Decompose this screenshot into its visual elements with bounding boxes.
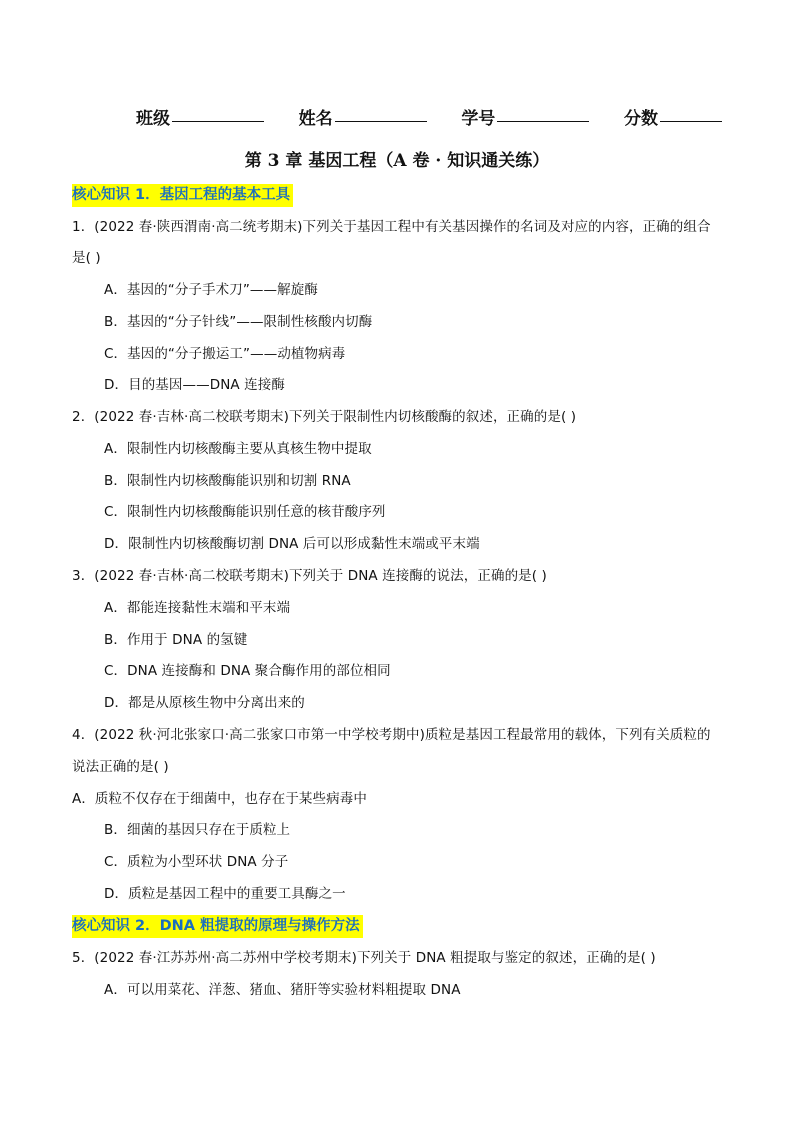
question-3-option-a[interactable]: A．都能连接黏性末端和平末端: [104, 600, 291, 616]
score-label: 分数: [623, 109, 658, 129]
class-field: [136, 104, 264, 129]
question-4-option-d[interactable]: D．质粒是基因工程中的重要工具酶之一: [104, 886, 346, 902]
question-1-option-a[interactable]: A．基因的“分子手术刀”——解旋酶: [104, 282, 318, 298]
question-1-option-b[interactable]: B．基因的“分子针线”——限制性核酸内切酶: [104, 314, 373, 330]
student-id-label: 学号: [461, 109, 496, 129]
question-1-line-2: 是( ): [72, 250, 101, 266]
question-2-option-a[interactable]: A．限制性内切核酸酶主要从真核生物中提取: [104, 441, 372, 457]
question-4-option-b[interactable]: B．细菌的基因只存在于质粒上: [104, 822, 291, 838]
score-blank[interactable]: [660, 120, 722, 122]
question-3-option-d[interactable]: D．都是从原核生物中分离出来的: [104, 695, 305, 711]
question-1-option-d[interactable]: D．目的基因——DNA 连接酶: [104, 377, 285, 393]
question-4-option-a[interactable]: A．质粒不仅存在于细菌中，也存在于某些病毒中: [72, 791, 367, 807]
question-1-line-1: 1．(2022 春·陕西渭南·高二统考期末)下列关于基因工程中有关基因操作的名词及对应的内容，正确的组合: [72, 219, 711, 235]
name-label: 姓名: [298, 109, 333, 129]
question-3-option-b[interactable]: B．作用于 DNA 的氢键: [104, 632, 248, 648]
section-heading-2: 核心知识 2．DNA 粗提取的原理与操作方法: [72, 915, 363, 938]
question-3-option-c[interactable]: C．DNA 连接酶和 DNA 聚合酶作用的部位相同: [104, 663, 391, 679]
student-info-header: [136, 104, 722, 129]
class-blank[interactable]: [172, 120, 264, 122]
class-label: 班级: [136, 109, 170, 129]
student-id-field: [461, 104, 589, 129]
student-id-blank[interactable]: [497, 120, 589, 122]
name-blank[interactable]: [335, 120, 427, 122]
name-field: [299, 104, 427, 129]
question-5-line-1: 5．(2022 春·江苏苏州·高二苏州中学校考期末)下列关于 DNA 粗提取与鉴定的叙述，正确的是( ): [72, 950, 656, 966]
question-2-option-c[interactable]: C．限制性内切核酸酶能识别任意的核苷酸序列: [104, 504, 386, 520]
section-heading-1: 核心知识 1．基因工程的基本工具: [72, 184, 293, 207]
score-field: [624, 104, 722, 129]
question-4-line-1: 4．(2022 秋·河北张家口·高二张家口市第一中学校考期中)质粒是基因工程最常用的载体，下列有关质粒的: [72, 727, 711, 743]
question-2-option-d[interactable]: D．限制性内切核酸酶切割 DNA 后可以形成黏性末端或平末端: [104, 536, 480, 552]
question-3-line-1: 3．(2022 春·吉林·高二校联考期末)下列关于 DNA 连接酶的说法，正确的是( ): [72, 568, 547, 584]
question-2-option-b[interactable]: B．限制性内切核酸酶能识别和切割 RNA: [104, 473, 351, 489]
document-title: 第 3 章 基因工程（A 卷 · 知识通关练）: [244, 151, 550, 171]
question-4-line-2: 说法正确的是( ): [72, 759, 169, 775]
question-2-line-1: 2．(2022 春·吉林·高二校联考期末)下列关于限制性内切核酸酶的叙述，正确的是( ): [72, 409, 577, 425]
question-4-option-c[interactable]: C．质粒为小型环状 DNA 分子: [104, 854, 289, 870]
question-1-option-c[interactable]: C．基因的“分子搬运工”——动植物病毒: [104, 346, 346, 362]
question-5-option-a[interactable]: A．可以用菜花、洋葱、猪血、猪肝等实验材料粗提取 DNA: [104, 982, 461, 998]
